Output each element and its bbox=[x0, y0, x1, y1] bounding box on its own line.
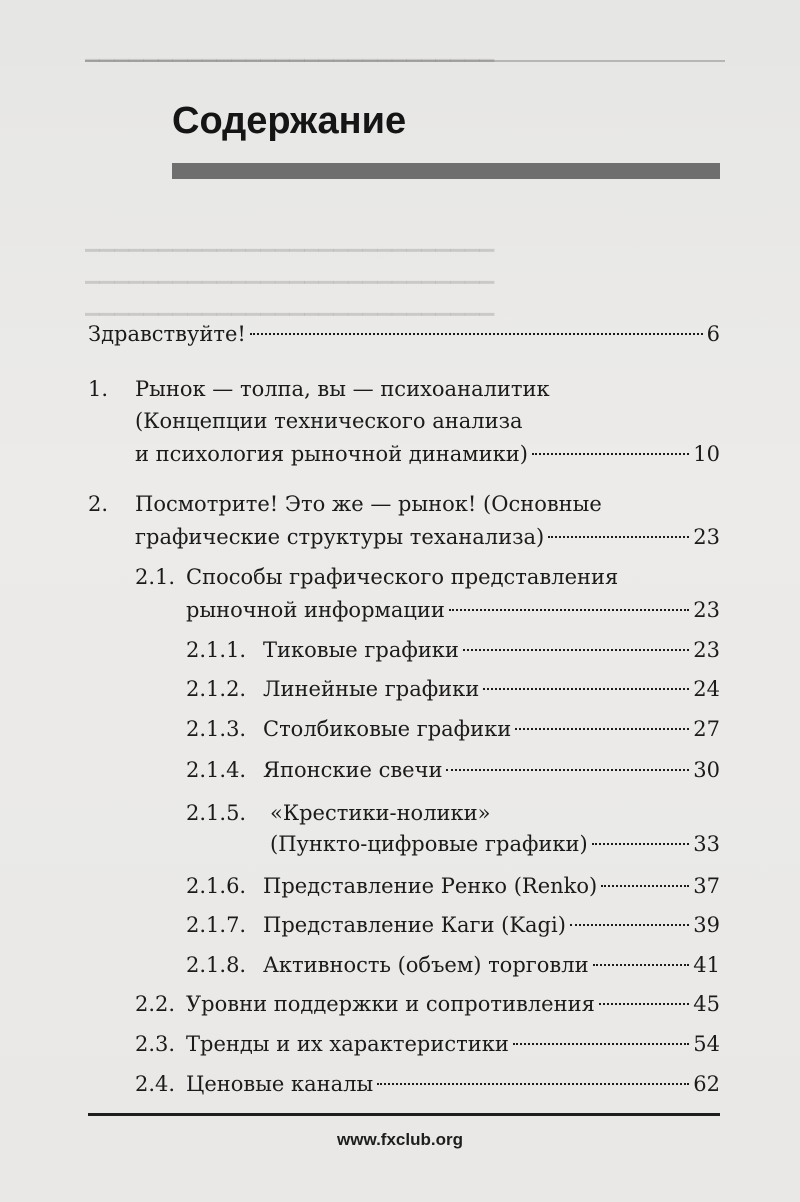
toc-entry-title: Линейные графики bbox=[263, 677, 480, 701]
toc-entry-title: (Концепции технического анализа bbox=[135, 409, 523, 433]
toc-entry-number: 2.1. bbox=[135, 565, 176, 589]
bleed-through: ▁▁▁▁▁▁▁▁▁▁▁▁▁▁▁▁▁▁▁▁▁▁▁▁▁▁▁▁ bbox=[85, 294, 495, 316]
dot-leader bbox=[548, 536, 689, 538]
toc-entry-title: Способы графического представления bbox=[186, 565, 619, 589]
page-title: Содержание bbox=[172, 100, 407, 142]
dot-leader bbox=[449, 609, 689, 611]
footer-url: www.fxclub.org bbox=[337, 1130, 463, 1149]
toc-page-number: 45 bbox=[693, 992, 720, 1016]
toc-entry-title: Ценовые каналы bbox=[186, 1072, 374, 1096]
toc-page-number: 33 bbox=[693, 832, 720, 856]
toc-entry-number: 2. bbox=[88, 492, 109, 516]
toc-entry-number: 2.1.1. bbox=[186, 638, 247, 662]
toc-entry-title: Уровни поддержки и сопротивления bbox=[186, 992, 595, 1016]
toc-entry-title: графические структуры теханализа) bbox=[135, 525, 545, 549]
toc-entry-title: Представление Каги (Kagi) bbox=[263, 913, 566, 937]
toc-entry-title: Представление Ренко (Renko) bbox=[263, 874, 598, 898]
dot-leader bbox=[592, 843, 690, 845]
toc-page-number: 54 bbox=[693, 1032, 720, 1056]
dot-leader bbox=[601, 885, 689, 887]
toc-entry-number: 2.2. bbox=[135, 992, 176, 1016]
toc-page-number: 23 bbox=[693, 525, 720, 549]
toc-entry-number: 2.3. bbox=[135, 1032, 176, 1056]
toc-entry-title: Японские свечи bbox=[263, 758, 443, 782]
toc-page-number: 30 bbox=[693, 758, 720, 782]
footer-rule bbox=[88, 1113, 720, 1116]
toc-entry-number: 2.1.7. bbox=[186, 913, 247, 937]
toc-page-number: 37 bbox=[693, 874, 720, 898]
toc-page-number: 23 bbox=[693, 598, 720, 622]
dot-leader bbox=[532, 453, 689, 455]
dot-leader bbox=[593, 964, 690, 966]
bleed-through: ▁▁▁▁▁▁▁▁▁▁▁▁▁▁▁▁▁▁▁▁▁▁▁▁▁▁▁▁ bbox=[85, 40, 495, 62]
toc-entry-number: 1. bbox=[88, 377, 109, 401]
dot-leader bbox=[599, 1003, 689, 1005]
toc-page-number: 10 bbox=[693, 442, 720, 466]
toc-page-number: 6 bbox=[706, 322, 720, 346]
toc-entry-title: Активность (объем) торговли bbox=[263, 953, 589, 977]
toc-entry-number: 2.1.8. bbox=[186, 953, 247, 977]
toc-page-number: 41 bbox=[693, 953, 720, 977]
toc-entry-number: 2.1.4. bbox=[186, 758, 247, 782]
toc-entry-number: 2.4. bbox=[135, 1072, 176, 1096]
toc-entry-number: 2.1.3. bbox=[186, 717, 247, 741]
toc-entry-number: 2.1.6. bbox=[186, 874, 247, 898]
toc-entry-title: «Крестики-нолики» bbox=[270, 801, 491, 825]
dot-leader bbox=[570, 924, 689, 926]
bleed-through: ▁▁▁▁▁▁▁▁▁▁▁▁▁▁▁▁▁▁▁▁▁▁▁▁▁▁▁▁ bbox=[85, 262, 495, 284]
toc-entry-title: Тиковые графики bbox=[263, 638, 459, 662]
bleed-through: ▁▁▁▁▁▁▁▁▁▁▁▁▁▁▁▁▁▁▁▁▁▁▁▁▁▁▁▁ bbox=[85, 230, 495, 252]
dot-leader bbox=[513, 1043, 689, 1045]
toc-entry-title: Тренды и их характеристики bbox=[186, 1032, 509, 1056]
toc-entry-title: (Пункто-цифровые графики) bbox=[270, 832, 588, 856]
toc-entry-title: Здравствуйте! bbox=[88, 322, 246, 346]
toc-page-number: 62 bbox=[693, 1072, 720, 1096]
dot-leader bbox=[483, 688, 689, 690]
toc-entry-title: Посмотрите! Это же — рынок! (Основные bbox=[135, 492, 602, 516]
dot-leader bbox=[377, 1083, 689, 1085]
toc-entry-title: рыночной информации bbox=[186, 598, 445, 622]
toc-entry-title: и психология рыночной динамики) bbox=[135, 442, 528, 466]
dot-leader bbox=[446, 769, 689, 771]
dot-leader bbox=[463, 649, 689, 651]
toc-page-number: 24 bbox=[693, 677, 720, 701]
dot-leader bbox=[250, 333, 703, 335]
toc-page-number: 23 bbox=[693, 638, 720, 662]
toc-page-number: 27 bbox=[693, 717, 720, 741]
toc-entry-title: Рынок — толпа, вы — психоаналитик bbox=[135, 377, 550, 401]
toc-entry-title: Столбиковые графики bbox=[263, 717, 512, 741]
toc-entry-number: 2.1.5. bbox=[186, 801, 247, 825]
toc-entry-number: 2.1.2. bbox=[186, 677, 247, 701]
toc-page-number: 39 bbox=[693, 913, 720, 937]
dot-leader bbox=[515, 728, 689, 730]
